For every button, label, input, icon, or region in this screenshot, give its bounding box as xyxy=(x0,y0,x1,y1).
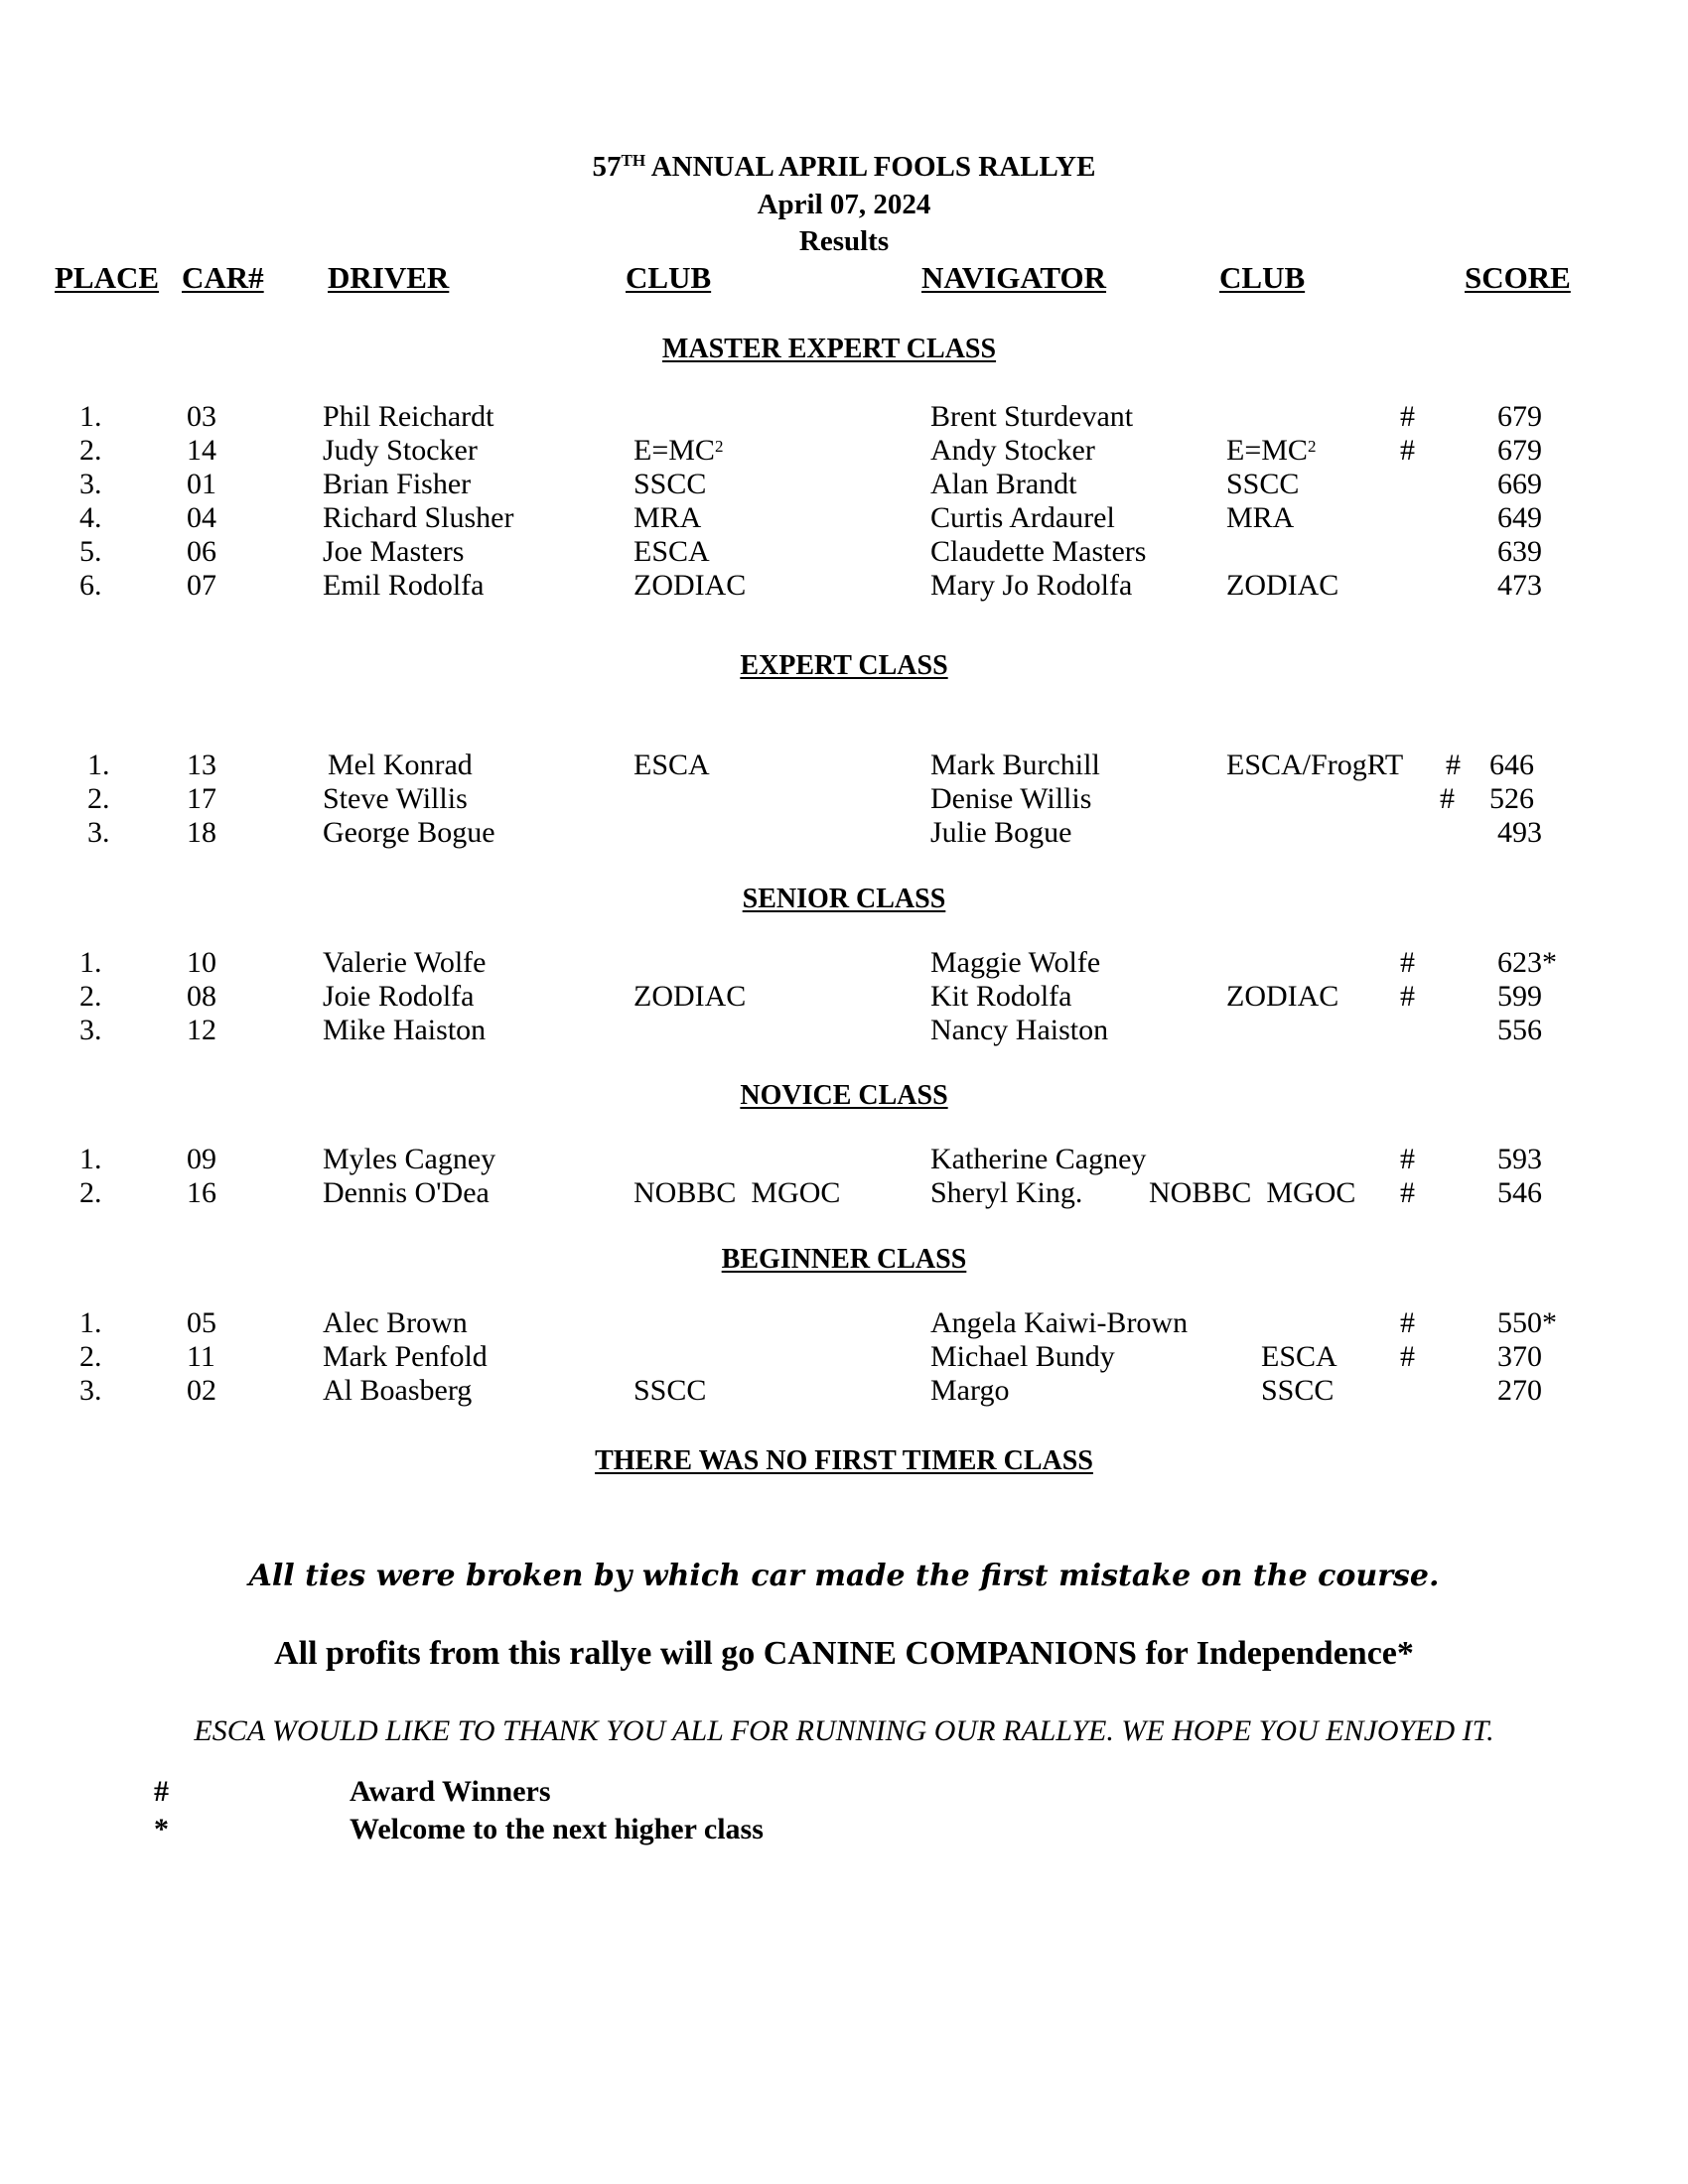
row-driver: Emil Rodolfa xyxy=(323,569,485,602)
row-award: # xyxy=(1400,946,1415,979)
row-car: 03 xyxy=(187,400,216,433)
row-place: 1. xyxy=(79,1143,102,1175)
row-club: ZODIAC xyxy=(633,569,747,602)
row-navigator: Margo xyxy=(930,1374,1010,1407)
row-car: 18 xyxy=(187,816,216,849)
row-navigator: Kit Rodolfa xyxy=(930,980,1072,1013)
row-club: ESCA xyxy=(633,749,710,781)
row-driver: Judy Stocker xyxy=(323,434,478,467)
class-title-expert: EXPERT CLASS xyxy=(740,650,948,681)
row-navigator: Sheryl King. xyxy=(930,1176,1083,1209)
row-club: SSCC xyxy=(633,1374,707,1407)
row-driver: Joie Rodolfa xyxy=(323,980,475,1013)
row-award: # xyxy=(1400,434,1415,467)
row-award: # xyxy=(1400,1306,1415,1339)
class-title-beginner: BEGINNER CLASS xyxy=(721,1244,967,1275)
row-navigator: Claudette Masters xyxy=(930,535,1147,568)
club-text: E=MC xyxy=(1226,434,1308,467)
row-place: 2. xyxy=(87,782,110,815)
row-navigator: Maggie Wolfe xyxy=(930,946,1101,979)
header-place: PLACE xyxy=(55,260,160,295)
row-car: 06 xyxy=(187,535,216,568)
class-title-novice: NOVICE CLASS xyxy=(740,1080,948,1111)
row-driver: Richard Slusher xyxy=(323,501,514,534)
no-first-timer-notice: THERE WAS NO FIRST TIMER CLASS xyxy=(595,1445,1093,1476)
row-club-navigator: SSCC xyxy=(1226,468,1300,500)
row-car: 04 xyxy=(187,501,216,534)
title-number: 57 xyxy=(592,151,622,183)
club-superscript: 2 xyxy=(1307,437,1317,456)
row-club-navigator: NOBBC MGOC xyxy=(1149,1176,1356,1209)
class-title-senior: SENIOR CLASS xyxy=(742,884,946,914)
row-car: 10 xyxy=(187,946,216,979)
row-score: 593 xyxy=(1497,1143,1542,1175)
ties-note: All ties were broken by which car made the first mistake on the course. xyxy=(248,1559,1440,1593)
row-navigator: Michael Bundy xyxy=(930,1340,1115,1373)
row-score: 270 xyxy=(1497,1374,1542,1407)
row-driver: Dennis O'Dea xyxy=(323,1176,490,1209)
row-driver: Phil Reichardt xyxy=(323,400,494,433)
row-score: 599 xyxy=(1497,980,1542,1013)
row-score: 649 xyxy=(1497,501,1542,534)
club-text: E=MC xyxy=(633,434,715,467)
row-driver: Alec Brown xyxy=(323,1306,468,1339)
row-place: 5. xyxy=(79,535,102,568)
row-car: 07 xyxy=(187,569,216,602)
row-score: 546 xyxy=(1497,1176,1542,1209)
header-club: CLUB xyxy=(626,260,712,295)
row-car: 11 xyxy=(187,1340,215,1373)
row-place: 2. xyxy=(79,1340,102,1373)
document-title xyxy=(0,149,1688,185)
legend-text-higher-class: Welcome to the next higher class xyxy=(350,1813,764,1845)
row-award: # xyxy=(1400,1143,1415,1175)
row-car: 17 xyxy=(187,782,216,815)
row-car: 09 xyxy=(187,1143,216,1175)
row-score: 370 xyxy=(1497,1340,1542,1373)
profits-note: All profits from this rallye will go CANINE COMPANIONS for Independence* xyxy=(274,1635,1414,1672)
legend-symbol-award: # xyxy=(154,1775,169,1808)
event-date: April 07, 2024 xyxy=(757,189,931,220)
row-navigator: Julie Bogue xyxy=(930,816,1072,849)
row-club-navigator: ZODIAC xyxy=(1226,980,1339,1013)
row-navigator: Mary Jo Rodolfa xyxy=(930,569,1133,602)
row-driver: Mel Konrad xyxy=(328,749,473,781)
row-club-navigator: SSCC xyxy=(1261,1374,1335,1407)
row-score: 669 xyxy=(1497,468,1542,500)
row-place: 2. xyxy=(79,1176,102,1209)
row-score: 493 xyxy=(1497,816,1542,849)
row-driver: Mike Haiston xyxy=(323,1014,487,1046)
row-car: 01 xyxy=(187,468,216,500)
row-car: 08 xyxy=(187,980,216,1013)
row-award: # xyxy=(1400,1340,1415,1373)
row-car: 12 xyxy=(187,1014,216,1046)
title-text: ANNUAL APRIL FOOLS RALLYE xyxy=(645,151,1096,183)
row-place: 6. xyxy=(79,569,102,602)
row-place: 3. xyxy=(79,468,102,500)
row-navigator: Alan Brandt xyxy=(930,468,1077,500)
row-score: 646 xyxy=(1489,749,1534,781)
row-place: 4. xyxy=(79,501,102,534)
row-score: 679 xyxy=(1497,400,1542,433)
row-score: 473 xyxy=(1497,569,1542,602)
row-car: 13 xyxy=(187,749,216,781)
header-car: CAR# xyxy=(182,260,264,295)
header-driver: DRIVER xyxy=(328,260,450,295)
row-place: 3. xyxy=(79,1374,102,1407)
row-place: 1. xyxy=(79,1306,102,1339)
row-club-navigator: ZODIAC xyxy=(1226,569,1339,602)
row-club: MRA xyxy=(633,501,702,534)
row-score: 550* xyxy=(1497,1306,1557,1339)
row-score: 639 xyxy=(1497,535,1542,568)
header-score: SCORE xyxy=(1465,260,1571,295)
row-score: 556 xyxy=(1497,1014,1542,1046)
row-score: 623* xyxy=(1497,946,1557,979)
title-ordinal: TH xyxy=(621,151,646,170)
row-award: # xyxy=(1440,782,1455,815)
row-place: 3. xyxy=(79,1014,102,1046)
row-driver: Mark Penfold xyxy=(323,1340,488,1373)
row-place: 3. xyxy=(87,816,110,849)
row-award: # xyxy=(1400,1176,1415,1209)
row-club-navigator: ESCA xyxy=(1261,1340,1337,1373)
row-driver: Joe Masters xyxy=(323,535,465,568)
row-club: ESCA xyxy=(633,535,710,568)
row-car: 14 xyxy=(187,434,216,467)
row-driver: Valerie Wolfe xyxy=(323,946,487,979)
row-place: 2. xyxy=(79,434,102,467)
legend-text-award: Award Winners xyxy=(350,1775,551,1808)
header-navigator: NAVIGATOR xyxy=(921,260,1107,295)
row-award: # xyxy=(1400,980,1415,1013)
row-driver: Myles Cagney xyxy=(323,1143,496,1175)
row-navigator: Brent Sturdevant xyxy=(930,400,1134,433)
header-club-navigator: CLUB xyxy=(1219,260,1306,295)
class-title-master-expert: MASTER EXPERT CLASS xyxy=(661,334,997,364)
thanks-note: ESCA WOULD LIKE TO THANK YOU ALL FOR RUNNING OUR RALLYE. WE HOPE YOU ENJOYED IT. xyxy=(194,1714,1494,1747)
row-car: 16 xyxy=(187,1176,216,1209)
row-car: 05 xyxy=(187,1306,216,1339)
row-club-navigator xyxy=(1226,434,1316,468)
row-club: NOBBC MGOC xyxy=(633,1176,841,1209)
row-club-navigator: MRA xyxy=(1226,501,1295,534)
row-navigator: Angela Kaiwi-Brown xyxy=(930,1306,1189,1339)
row-navigator: Curtis Ardaurel xyxy=(930,501,1115,534)
row-navigator: Andy Stocker xyxy=(930,434,1095,467)
row-driver: Brian Fisher xyxy=(323,468,472,500)
row-navigator: Denise Willis xyxy=(930,782,1092,815)
row-award: # xyxy=(1400,400,1415,433)
row-score: 526 xyxy=(1489,782,1534,815)
row-driver: George Bogue xyxy=(323,816,495,849)
row-car: 02 xyxy=(187,1374,216,1407)
row-place: 1. xyxy=(79,946,102,979)
row-place: 2. xyxy=(79,980,102,1013)
results-subtitle: Results xyxy=(798,225,890,257)
row-club: ZODIAC xyxy=(633,980,747,1013)
row-navigator: Mark Burchill xyxy=(930,749,1100,781)
row-award: # xyxy=(1446,749,1461,781)
row-place: 1. xyxy=(79,400,102,433)
row-navigator: Katherine Cagney xyxy=(930,1143,1147,1175)
row-driver: Al Boasberg xyxy=(323,1374,473,1407)
row-club: SSCC xyxy=(633,468,707,500)
row-score: 679 xyxy=(1497,434,1542,467)
club-superscript: 2 xyxy=(714,437,724,456)
row-driver: Steve Willis xyxy=(323,782,468,815)
legend-symbol-higher-class: * xyxy=(154,1813,169,1845)
row-club xyxy=(633,434,723,468)
row-club-navigator: ESCA/FrogRT xyxy=(1226,749,1404,781)
row-navigator: Nancy Haiston xyxy=(930,1014,1109,1046)
row-place: 1. xyxy=(87,749,110,781)
